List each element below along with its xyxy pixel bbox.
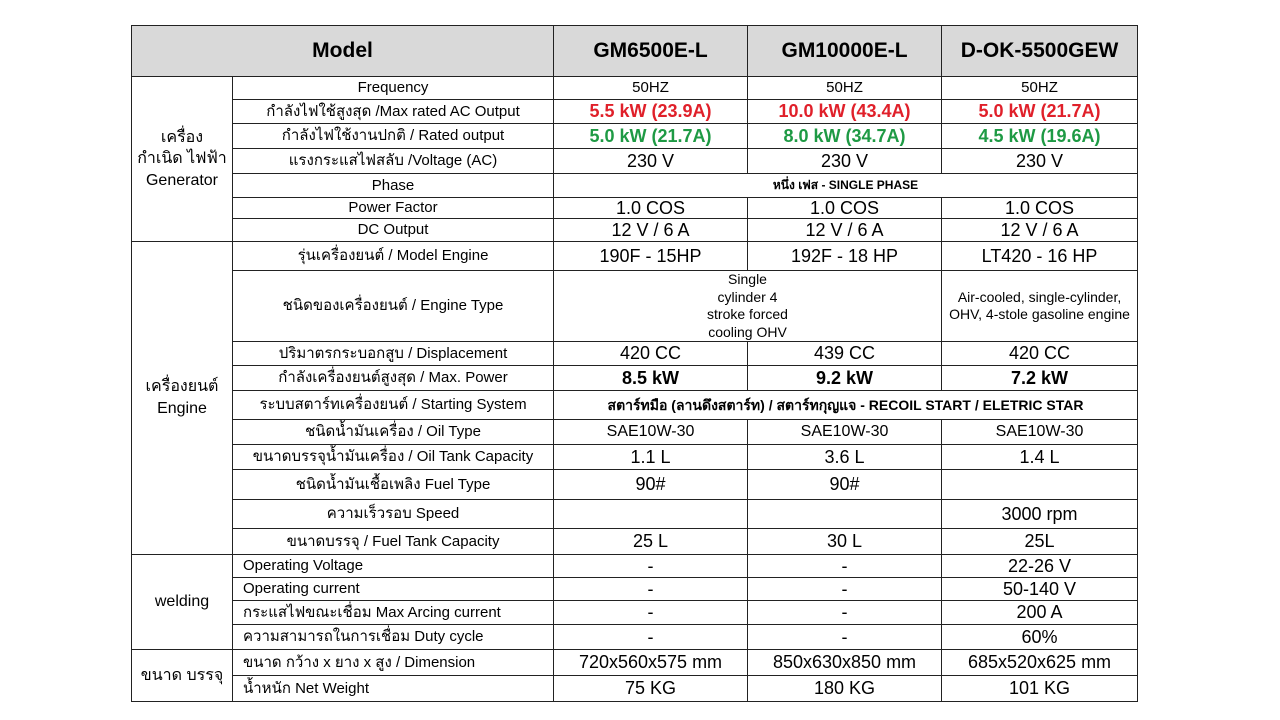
cell-value: 1.1 L xyxy=(554,445,748,470)
cell-value: - xyxy=(748,601,942,625)
cell-value: 230 V xyxy=(554,149,748,174)
cell-value: - xyxy=(748,625,942,650)
row-label: ปริมาตรกระบอกสูบ / Displacement xyxy=(233,342,554,366)
cell-value: - xyxy=(554,625,748,650)
row-label: DC Output xyxy=(233,219,554,242)
cell-value: 12 V / 6 A xyxy=(942,219,1138,242)
cell-value: - xyxy=(554,555,748,578)
group-generator: เครื่อง กำเนิด ไฟฟ้า Generator xyxy=(132,77,233,242)
cell-value: 439 CC xyxy=(748,342,942,366)
cell-value xyxy=(748,500,942,529)
row-label: ขนาดบรรจุ / Fuel Tank Capacity xyxy=(233,529,554,555)
table-row xyxy=(132,676,1138,702)
table-row xyxy=(132,420,1138,445)
row-label: กำลังเครื่องยนต์สูงสุด / Max. Power xyxy=(233,366,554,391)
cell-value: SAE10W-30 xyxy=(942,420,1138,445)
cell-value: SAE10W-30 xyxy=(748,420,942,445)
table-row xyxy=(132,342,1138,366)
cell-value: 420 CC xyxy=(554,342,748,366)
table-row xyxy=(132,601,1138,625)
row-label: กระแสไฟขณะเชื่อม Max Arcing current xyxy=(233,601,554,625)
cell-value: หนึ่ง เฟส - SINGLE PHASE xyxy=(554,174,1138,198)
cell-value: 50-140 V xyxy=(942,578,1138,601)
cell-value xyxy=(554,500,748,529)
model-name: GM6500E-L xyxy=(554,26,748,77)
cell-value: 5.0 kW (21.7A) xyxy=(554,124,748,149)
row-label: กำลังไฟใช้งานปกติ / Rated output xyxy=(233,124,554,149)
cell-value: Air-cooled, single-cylinder, OHV, 4-stole gasoline engine xyxy=(942,271,1138,342)
cell-value: 22-26 V xyxy=(942,555,1138,578)
cell-value: 75 KG xyxy=(554,676,748,702)
cell-value: 720x560x575 mm xyxy=(554,650,748,676)
table-row xyxy=(132,242,1138,271)
cell-value: 1.0 COS xyxy=(942,198,1138,219)
row-label: Operating Voltage xyxy=(233,555,554,578)
cell-value: 8.5 kW xyxy=(554,366,748,391)
row-label: ชนิดน้ำมันเครื่อง / Oil Type xyxy=(233,420,554,445)
cell-value: 1.0 COS xyxy=(554,198,748,219)
table-row xyxy=(132,366,1138,391)
cell-value: 90# xyxy=(554,470,748,500)
cell-value: 1.0 COS xyxy=(748,198,942,219)
row-label: Power Factor xyxy=(233,198,554,219)
table-row xyxy=(132,650,1138,676)
cell-value: 1.4 L xyxy=(942,445,1138,470)
row-label: ระบบสตาร์ทเครื่องยนต์ / Starting System xyxy=(233,391,554,420)
header-row xyxy=(132,26,1138,77)
cell-value: LT420 - 16 HP xyxy=(942,242,1138,271)
table-row xyxy=(132,555,1138,578)
row-label: ขนาดบรรจุน้ำมันเครื่อง / Oil Tank Capacity xyxy=(233,445,554,470)
row-label: ชนิดของเครื่องยนต์ / Engine Type xyxy=(233,271,554,342)
table-row xyxy=(132,149,1138,174)
table-row xyxy=(132,198,1138,219)
table-row xyxy=(132,391,1138,420)
row-label: แรงกระแสไฟสลับ /Voltage (AC) xyxy=(233,149,554,174)
cell-value: - xyxy=(748,555,942,578)
table-row xyxy=(132,174,1138,198)
cell-value: 200 A xyxy=(942,601,1138,625)
group-welding: welding xyxy=(132,555,233,650)
cell-value: SAE10W-30 xyxy=(554,420,748,445)
cell-value: 60% xyxy=(942,625,1138,650)
cell-value: 50HZ xyxy=(942,77,1138,100)
cell-value: 12 V / 6 A xyxy=(554,219,748,242)
cell-value: 25L xyxy=(942,529,1138,555)
table-row xyxy=(132,271,1138,342)
cell-value: 12 V / 6 A xyxy=(748,219,942,242)
row-label: รุ่นเครื่องยนต์ / Model Engine xyxy=(233,242,554,271)
cell-value: 3.6 L xyxy=(748,445,942,470)
table-row xyxy=(132,445,1138,470)
cell-value: 7.2 kW xyxy=(942,366,1138,391)
model-name: GM10000E-L xyxy=(748,26,942,77)
table-row xyxy=(132,529,1138,555)
cell-value: 9.2 kW xyxy=(748,366,942,391)
table-row xyxy=(132,219,1138,242)
cell-value: - xyxy=(554,601,748,625)
cell-value: 420 CC xyxy=(942,342,1138,366)
cell-value: 5.5 kW (23.9A) xyxy=(554,100,748,124)
cell-value: 30 L xyxy=(748,529,942,555)
row-label: ความเร็วรอบ Speed xyxy=(233,500,554,529)
row-label: Frequency xyxy=(233,77,554,100)
cell-value: - xyxy=(554,578,748,601)
row-label: Operating current xyxy=(233,578,554,601)
row-label: กำลังไฟใช้สูงสุด /Max rated AC Output xyxy=(233,100,554,124)
table-row xyxy=(132,470,1138,500)
cell-value: สตาร์ทมือ (ลานดึงสตาร์ท) / สตาร์ทกุญแจ - RECOIL START / ELETRIC STAR xyxy=(554,391,1138,420)
cell-value: 850x630x850 mm xyxy=(748,650,942,676)
row-label: ชนิดน้ำมันเชื้อเพลิง Fuel Type xyxy=(233,470,554,500)
table-row xyxy=(132,77,1138,100)
cell-value: 230 V xyxy=(942,149,1138,174)
row-label: ความสามารถในการเชื่อม Duty cycle xyxy=(233,625,554,650)
cell-value: 10.0 kW (43.4A) xyxy=(748,100,942,124)
cell-value: 5.0 kW (21.7A) xyxy=(942,100,1138,124)
cell-value: 3000 rpm xyxy=(942,500,1138,529)
cell-value xyxy=(942,470,1138,500)
table-row xyxy=(132,100,1138,124)
cell-value: 25 L xyxy=(554,529,748,555)
cell-value: 8.0 kW (34.7A) xyxy=(748,124,942,149)
model-header: Model xyxy=(132,26,554,77)
cell-value: 50HZ xyxy=(554,77,748,100)
cell-value: 101 KG xyxy=(942,676,1138,702)
table-row xyxy=(132,625,1138,650)
row-label: Phase xyxy=(233,174,554,198)
cell-value: - xyxy=(748,578,942,601)
cell-value: 50HZ xyxy=(748,77,942,100)
row-label: ขนาด กว้าง x ยาง x สูง / Dimension xyxy=(233,650,554,676)
table-row xyxy=(132,124,1138,149)
cell-value: Single cylinder 4 stroke forced cooling OHV xyxy=(554,271,942,342)
group-engine: เครื่องยนต์ Engine xyxy=(132,242,233,555)
cell-value: 90# xyxy=(748,470,942,500)
cell-value: 190F - 15HP xyxy=(554,242,748,271)
model-name: D-OK-5500GEW xyxy=(942,26,1138,77)
cell-value: 180 KG xyxy=(748,676,942,702)
cell-value: 192F - 18 HP xyxy=(748,242,942,271)
table-row xyxy=(132,500,1138,529)
spec-table xyxy=(131,25,1138,702)
cell-value: 685x520x625 mm xyxy=(942,650,1138,676)
cell-value: 230 V xyxy=(748,149,942,174)
table-row xyxy=(132,578,1138,601)
cell-value: 4.5 kW (19.6A) xyxy=(942,124,1138,149)
group-packaging: ขนาด บรรจุ xyxy=(132,650,233,702)
row-label: น้ำหนัก Net Weight xyxy=(233,676,554,702)
